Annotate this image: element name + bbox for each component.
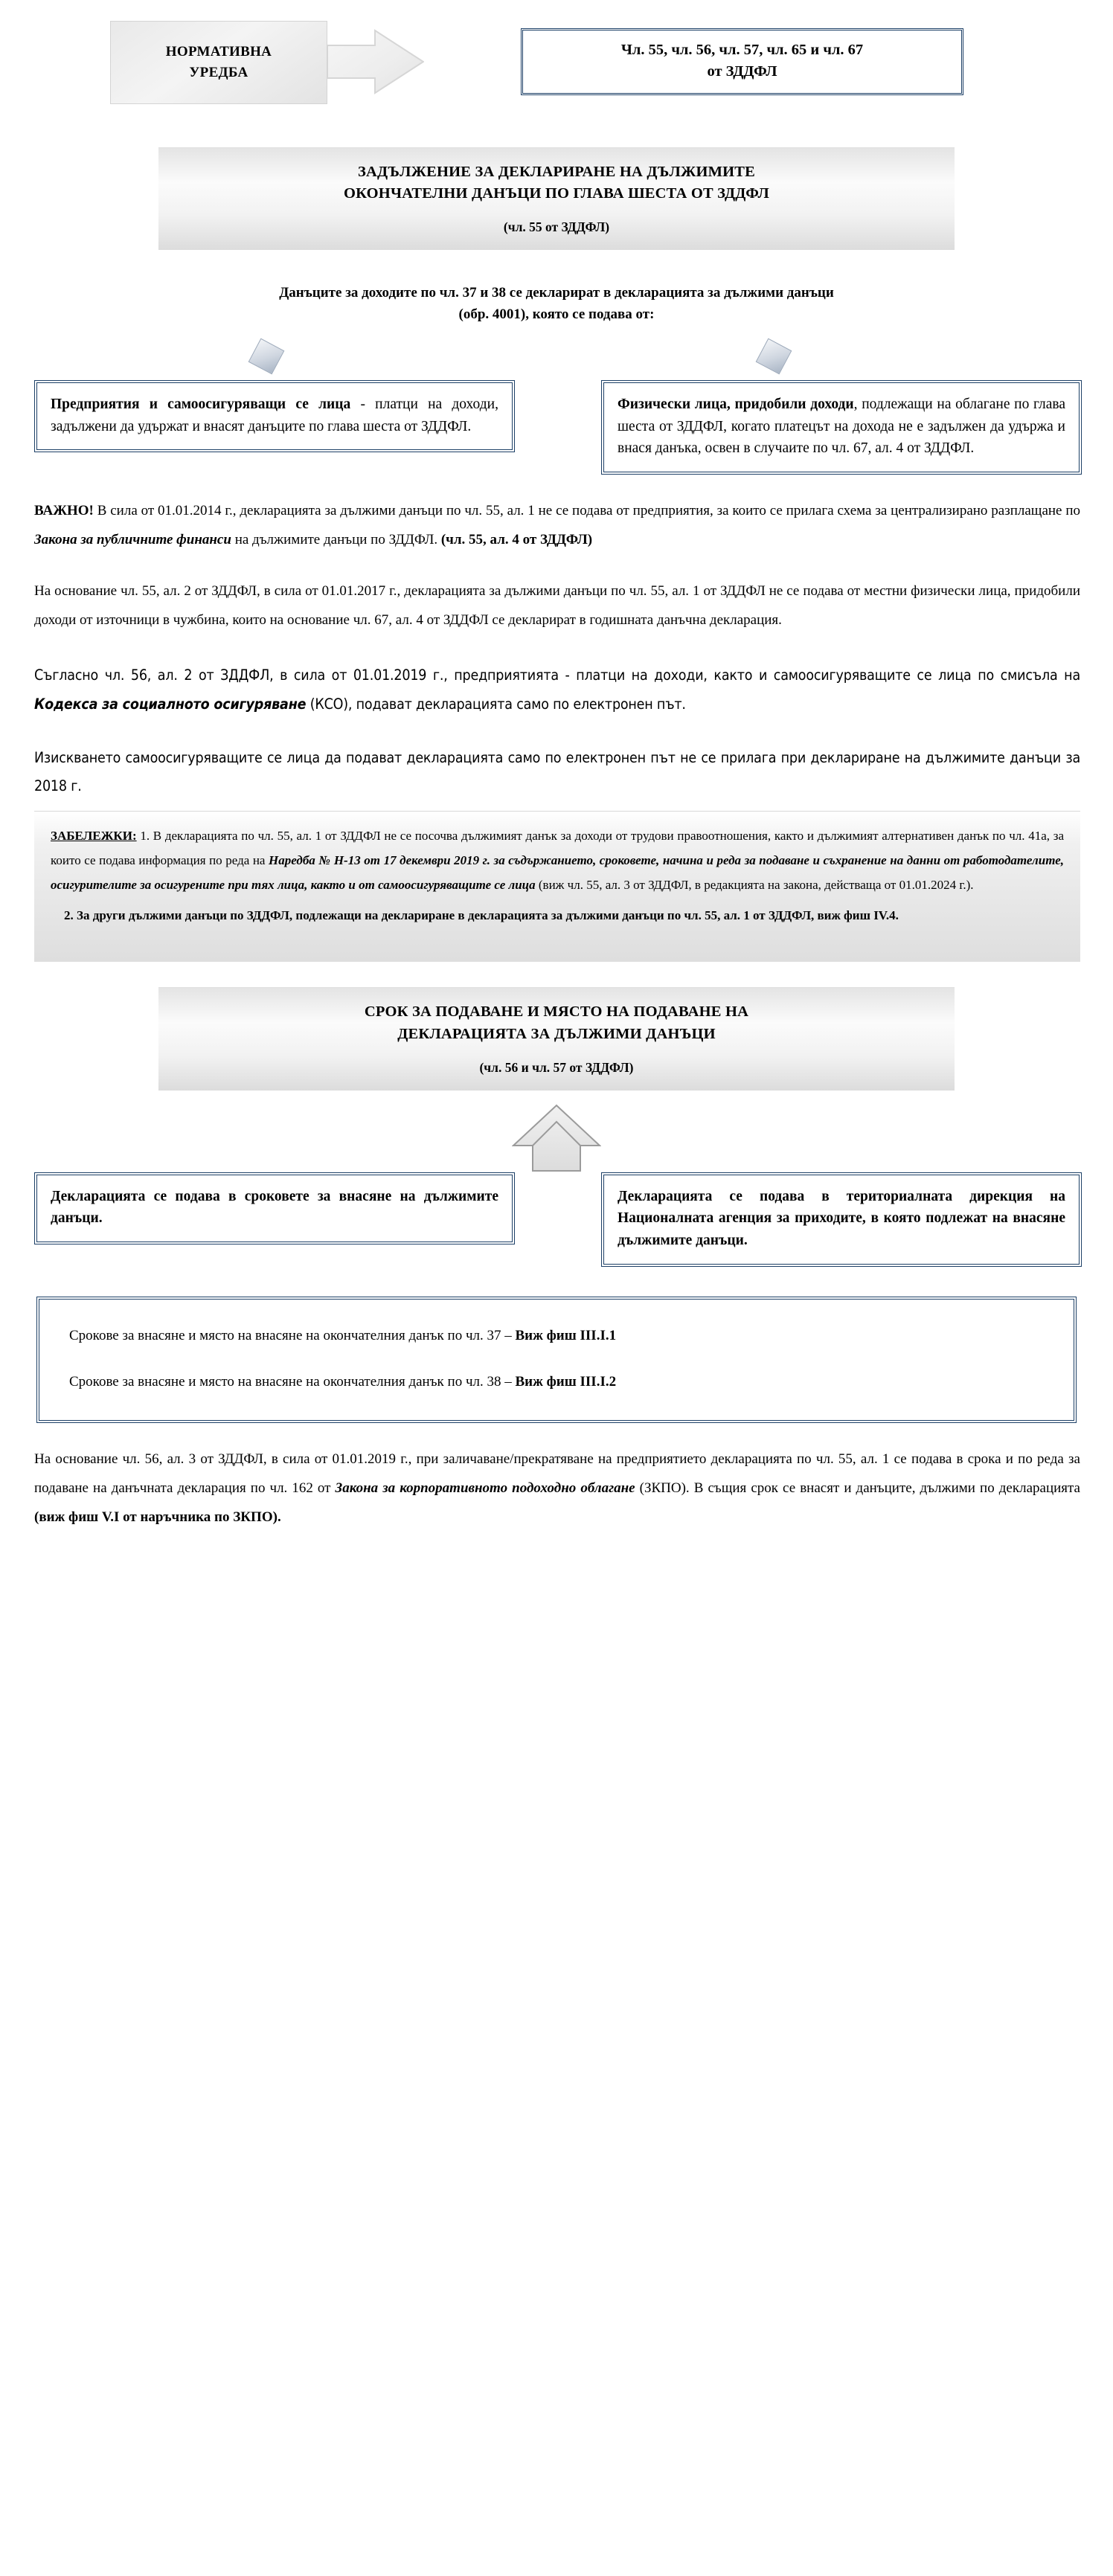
important-law-italic: Закона за публичните финанси — [34, 532, 231, 548]
normative-label-line2: УРЕДБА — [189, 65, 248, 80]
art56-text-a: Съгласно чл. 56, ал. 2 от ЗДДФЛ, в сила от 01.01.2019 г., предприятията - платци на доходи, както и самоосигуряващите се лица по смисъла на — [34, 666, 1080, 684]
intro-line2: (обр. 4001), която се подава от: — [458, 306, 655, 322]
banner2-subtitle: (чл. 56 и чл. 57 от ЗДДФЛ) — [479, 1059, 634, 1075]
place-box: Декларацията се подава в териториалната дирекция на Националната агенция за приходите, в която подлежат на внасяне дължимите данъци. — [601, 1172, 1082, 1267]
intro-line1: Данъците за доходите по чл. 37 и 38 се декларират в декларацията за дължими данъци — [279, 285, 834, 301]
filer-box-enterprises-rest: - платци на доходи, задължени да удържат и внасят данъците по глава шеста от ЗДДФЛ. — [51, 396, 498, 434]
normative-regulation-box — [110, 21, 327, 104]
banner1-subtitle: (чл. 55 от ЗДДФЛ) — [503, 219, 610, 235]
art56-kso-italic: Кодекса за социалното осигуряване — [34, 695, 307, 713]
notes-panel — [34, 811, 1080, 963]
notes-label: ЗАБЕЛЕЖКИ: — [51, 828, 137, 843]
paragraph-art56-al3 — [34, 1445, 1080, 1532]
final-zkpo-italic: Закона за корпоративното подоходно облагане — [335, 1480, 635, 1497]
paragraph-art56-al2 — [34, 661, 1080, 719]
banner2-line2: ДЕКЛАРАЦИЯТА ЗА ДЪЛЖИМИ ДАНЪЦИ — [397, 1025, 716, 1042]
diamond-connector-icon-left — [248, 338, 285, 375]
paragraph-art55-al2: На основание чл. 55, ал. 2 от ЗДДФЛ, в сила от 01.01.2017 г., декларацията за дължими данъци по чл. 55, ал. 1 от ЗДДФЛ не се подава от местни физически лица, придобили доходи от източници в чужбина, които на основание чл. 67, ал. 4 от ЗДДФЛ се декларират в годишната данъчна декларация. — [34, 582, 1080, 628]
filer-categories-row — [0, 380, 1113, 475]
fish-reference-box — [36, 1297, 1077, 1424]
fish-art38-text: Срокове за внасяне и място на внасяне на окончателния данък по чл. 38 – — [69, 1373, 516, 1390]
law-reference-line1: Чл. 55, чл. 56, чл. 57, чл. 65 и чл. 67 — [620, 42, 864, 58]
normative-arrow-shape — [110, 21, 424, 104]
note-item-1 — [51, 823, 1064, 897]
important-text-b: на дължимите данъци по ЗДДФЛ. — [231, 532, 441, 548]
important-lead: ВАЖНО! — [34, 503, 94, 519]
down-chevron-icon — [0, 1104, 1113, 1172]
section-banner-declaration-obligation — [158, 147, 955, 250]
law-reference-box — [521, 28, 963, 95]
filer-box-individuals-rest: , подлежащи на облагане по глава шеста от ЗДДФЛ, когато платецът на дохода не е задължен да удържа и внася данъка, освен в случаите по чл. 67, ал. 4 от ЗДДФЛ. — [618, 396, 1066, 457]
body-text-block — [0, 497, 1113, 800]
final-text-a: На основание чл. 56, ал. 3 от ЗДДФЛ, в сила от 01.01.2019 г., при заличаване/прекратяване на предприятието декларацията по чл. 55, ал. 1 се подава в срока и по реда за подаване на данъчната декларация по чл. 162 от — [34, 1451, 1080, 1497]
paragraph-2018-exception: Изискването самоосигуряващите се лица да подават декларацията само по електронен път не се прилага при деклариране на дължимите данъци за 2018 г. — [34, 748, 1080, 794]
filer-box-enterprises — [34, 380, 515, 452]
paragraph-important — [34, 497, 1080, 555]
note1-text-a: 1. В декларацията по чл. 55, ал. 1 от ЗДДФЛ не се посочва дължимият данък за доходи от трудови правоотношения, както и дължимият алтернативен данък по чл. 41а, за които се подава информация по реда на — [51, 828, 1064, 868]
important-text-a: В сила от 01.01.2014 г., декларацията за дължими данъци по чл. 55, ал. 1 не се подава от предприятия, за които се прилага схема за централизирано разплащане по — [93, 503, 1080, 519]
filer-box-individuals-bold: Физически лица, придобили доходи — [618, 396, 854, 413]
top-row — [0, 0, 1113, 141]
art56-text-b: (КСО), подават декларацията само по електронен път. — [306, 695, 686, 713]
note1-naredba-italic: Наредба № Н-13 от 17 декември 2019 г. за съдържанието, сроковете, начина и реда за подаване и съхранение на данни от работодателите, осигурителите за осигурените при тях лица, както и от самоосигуряващите се лица — [51, 853, 1064, 893]
note1-text-b: (виж чл. 55, ал. 3 от ЗДДФЛ, в редакцията на закона, действаща от 01.01.2024 г.). — [535, 878, 974, 893]
final-text-b: (ЗКПО). В същия срок се внасят и данъците, дължими по декларацията — [635, 1480, 1080, 1497]
fish-art38-ref: Виж фиш III.I.2 — [515, 1373, 617, 1390]
fish-art37-text: Срокове за внасяне и място на внасяне на окончателния данък по чл. 37 – — [69, 1327, 516, 1343]
right-arrow-icon — [327, 21, 424, 103]
final-fish-ref: (виж фиш V.I от наръчника по ЗКПО). — [34, 1509, 281, 1526]
section-banner-deadline-place — [158, 987, 955, 1090]
deadline-place-row — [0, 1172, 1113, 1267]
intro-paragraph — [77, 283, 1036, 325]
filer-box-enterprises-bold: Предприятия и самоосигуряващи се лица — [51, 396, 351, 413]
filer-box-individuals — [601, 380, 1082, 475]
diamond-connector-icon-right — [756, 338, 792, 375]
note-item-2: 2. За други дължими данъци по ЗДДФЛ, подлежащи на деклариране в декларацията за дължими данъци по чл. 55, ал. 1 от ЗДДФЛ, виж фиш IV.4. — [64, 908, 899, 923]
fish-reference-line-art38 — [59, 1366, 1054, 1398]
banner2-line1: СРОК ЗА ПОДАВАНЕ И МЯСТО НА ПОДАВАНЕ НА — [364, 1003, 749, 1021]
diamond-connectors — [0, 334, 1113, 380]
law-reference-line2: от ЗДДФЛ — [707, 63, 777, 80]
normative-label-line1: НОРМАТИВНА — [165, 44, 272, 60]
fish-art37-ref: Виж фиш III.I.1 — [515, 1327, 617, 1343]
fish-reference-line-art37 — [59, 1320, 1054, 1352]
final-text-block — [0, 1445, 1113, 1532]
deadline-box: Декларацията се подава в сроковете за внасяне на дължимите данъци. — [34, 1172, 515, 1244]
important-law-ref: (чл. 55, ал. 4 от ЗДДФЛ) — [440, 532, 593, 548]
banner1-line1: ЗАДЪЛЖЕНИЕ ЗА ДЕКЛАРИРАНЕ НА ДЪЛЖИМИТЕ — [357, 164, 756, 180]
banner1-line2: ОКОНЧАТЕЛНИ ДАНЪЦИ ПО ГЛАВА ШЕСТА ОТ ЗДДФЛ — [343, 185, 770, 202]
